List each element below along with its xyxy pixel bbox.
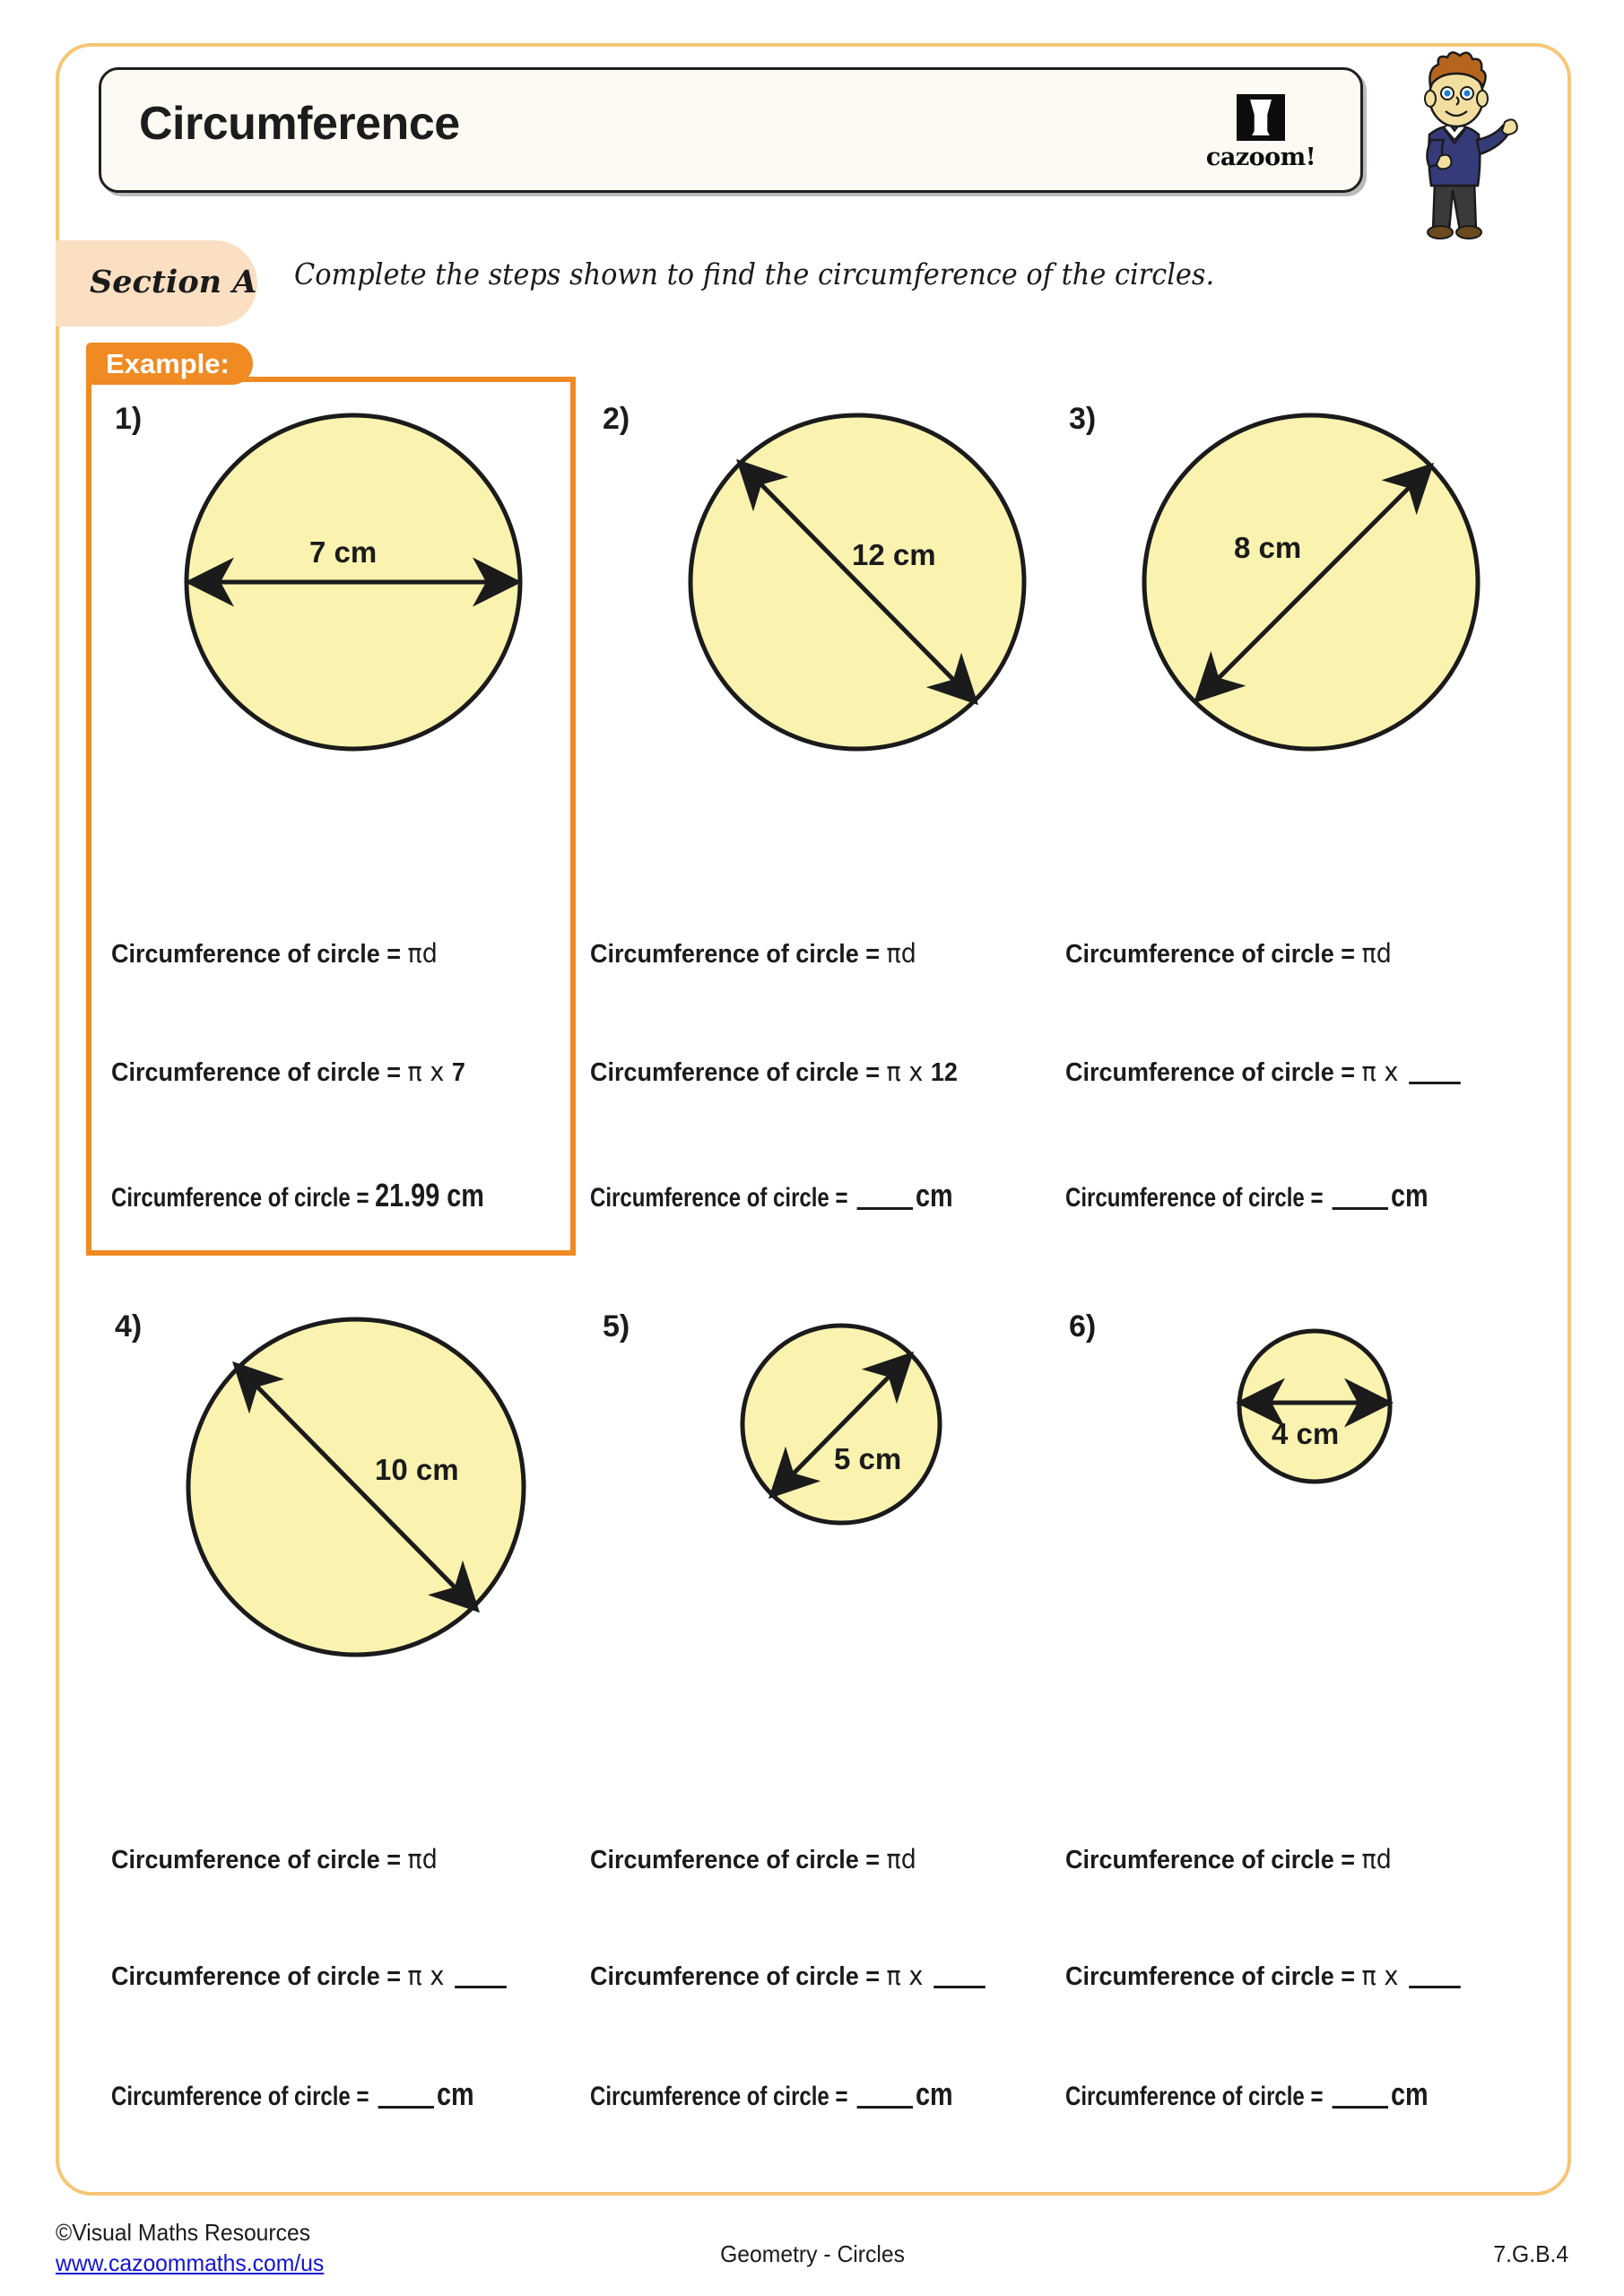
circle-figure-1 <box>179 408 527 756</box>
formula-4-line2[interactable]: Circumference of circle = π x <box>111 1961 510 1992</box>
dimension-label-5: 5 cm <box>834 1442 902 1475</box>
circle-figure-5 <box>737 1320 945 1528</box>
footer <box>0 2213 1624 2296</box>
answer-blank-3[interactable] <box>1332 1207 1387 1210</box>
question-number-2: 2) <box>603 402 630 436</box>
question-number-3: 3) <box>1069 402 1097 436</box>
logo-wordmark: cazoom! <box>1205 144 1316 171</box>
formula-6-line2[interactable]: Circumference of circle = π x <box>1065 1961 1464 1992</box>
formula-6-answer[interactable]: Circumference of circle = cm <box>1065 2075 1429 2112</box>
question-number-1: 1) <box>115 402 143 436</box>
example-tab <box>86 343 253 385</box>
footer-topic: Geometry - Circles <box>719 2240 905 2267</box>
answer-blank-5[interactable] <box>856 2106 912 2109</box>
diameter-blank-6[interactable] <box>1410 1986 1462 1988</box>
copyright-text: ©Visual Maths Resources <box>56 2219 311 2246</box>
circle-figure-6 <box>1234 1326 1395 1487</box>
answer-blank-2[interactable] <box>856 1207 912 1210</box>
section-label: Section A <box>90 264 257 300</box>
formula-5-line1: Circumference of circle = πd <box>590 1844 916 1874</box>
formula-4-answer[interactable]: Circumference of circle = cm <box>111 2075 474 2112</box>
formula-2-line2: Circumference of circle = π x 12 <box>590 1057 958 1087</box>
formula-2-line1: Circumference of circle = πd <box>590 938 916 969</box>
diameter-blank-4[interactable] <box>456 1986 508 1988</box>
circle-figure-3 <box>1137 408 1485 756</box>
answer-blank-6[interactable] <box>1332 2106 1387 2109</box>
formula-5-answer[interactable]: Circumference of circle = cm <box>590 2075 953 2112</box>
circle-figure-4 <box>181 1312 531 1662</box>
dimension-label-6: 4 cm <box>1272 1417 1340 1450</box>
dimension-label-3: 8 cm <box>1234 531 1302 564</box>
formula-3-line1: Circumference of circle = πd <box>1065 938 1392 969</box>
question-number-5: 5) <box>603 1309 630 1344</box>
question-number-6: 6) <box>1069 1309 1097 1344</box>
mascot-character <box>1388 47 1523 239</box>
answer-blank-4[interactable] <box>378 2106 433 2109</box>
section-instruction: Complete the steps shown to find the circumference of the circles. <box>294 257 1215 291</box>
dimension-label-2: 12 cm <box>852 538 936 571</box>
footer-standard-code: 7.G.B.4 <box>1493 2240 1568 2267</box>
formula-1-line2: Circumference of circle = π x 7 <box>111 1057 465 1087</box>
formula-2-answer[interactable]: Circumference of circle = cm <box>590 1177 953 1213</box>
formula-3-answer[interactable]: Circumference of circle = cm <box>1065 1177 1429 1213</box>
formula-4-line1: Circumference of circle = πd <box>111 1844 438 1874</box>
formula-3-line2[interactable]: Circumference of circle = π x <box>1065 1057 1464 1088</box>
formula-6-line1: Circumference of circle = πd <box>1065 1844 1392 1874</box>
hourglass-icon <box>1237 94 1285 141</box>
cazoom-logo <box>1185 86 1337 179</box>
diameter-blank-3[interactable] <box>1410 1082 1462 1084</box>
footer-copyright-block <box>56 2217 324 2279</box>
circle-figure-2 <box>683 408 1031 756</box>
dimension-label-4: 10 cm <box>375 1453 459 1486</box>
title-box <box>99 67 1363 193</box>
example-tab-label: Example: <box>106 347 230 379</box>
formula-1-answer: Circumference of circle = 21.99 cm <box>111 1177 484 1213</box>
formula-5-line2[interactable]: Circumference of circle = π x <box>590 1961 989 1992</box>
section-pill <box>56 240 257 326</box>
dimension-label-1: 7 cm <box>309 535 378 569</box>
website-link[interactable]: www.cazoommaths.com/us <box>56 2249 325 2277</box>
page-title: Circumference <box>139 98 460 150</box>
question-number-4: 4) <box>115 1309 143 1344</box>
diameter-blank-5[interactable] <box>934 1986 986 1988</box>
formula-1-line1: Circumference of circle = πd <box>111 938 438 969</box>
